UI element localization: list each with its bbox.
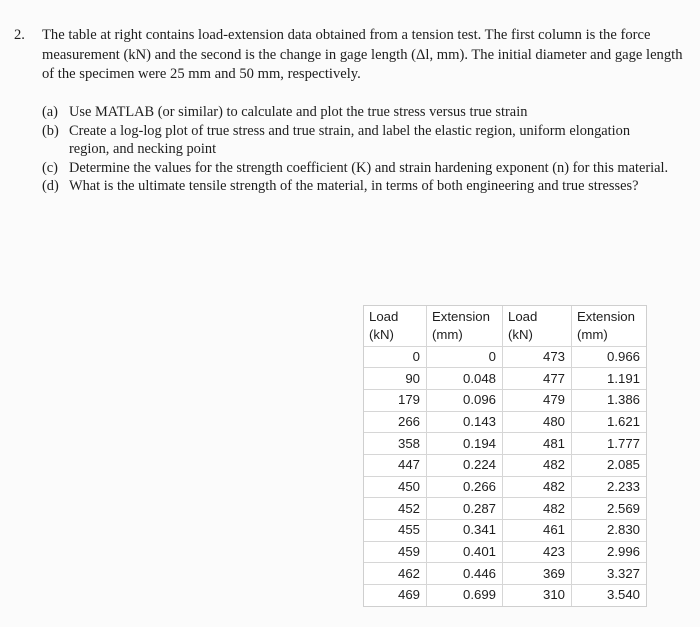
part-b (42, 122, 672, 159)
table-row (364, 498, 646, 520)
table-cell: 179 (364, 389, 427, 411)
table-row (364, 476, 646, 498)
table-cell: 0.401 (427, 541, 503, 563)
header-load-2: Load (kN) (503, 306, 572, 346)
problem-parts (42, 103, 672, 196)
table-cell: 455 (364, 520, 427, 542)
header-load-1: Load (kN) (364, 306, 427, 346)
table-cell: 2.085 (572, 454, 647, 476)
table-cell: 0.341 (427, 520, 503, 542)
table-cell: 0.224 (427, 454, 503, 476)
table-cell: 0.143 (427, 411, 503, 433)
part-label: (d) (42, 178, 59, 194)
table-cell: 310 (503, 585, 572, 606)
table-row (364, 520, 646, 542)
table-cell: 462 (364, 563, 427, 585)
table-header-row (364, 306, 646, 346)
part-label: (c) (42, 159, 58, 176)
problem-number: 2. (14, 27, 25, 43)
table-cell: 0 (427, 346, 503, 368)
part-text: Use MATLAB (or similar) to calculate and plot the true stress versus true strain (69, 104, 528, 120)
table-cell: 0.699 (427, 585, 503, 606)
table-cell: 482 (503, 498, 572, 520)
table-row (364, 541, 646, 563)
load-extension-table (364, 306, 646, 606)
table-cell: 481 (503, 433, 572, 455)
table-cell: 452 (364, 498, 427, 520)
table-cell: 266 (364, 411, 427, 433)
table-cell: 479 (503, 389, 572, 411)
table-cell: 0.048 (427, 368, 503, 390)
table-cell: 0.446 (427, 563, 503, 585)
table-cell: 358 (364, 433, 427, 455)
part-label: (a) (42, 104, 58, 120)
table-row (364, 368, 646, 390)
table-cell: 2.233 (572, 476, 647, 498)
table-cell: 90 (364, 368, 427, 390)
table-cell: 2.830 (572, 520, 647, 542)
part-text: Create a log-log plot of true stress and true strain, and label the elastic region, uniform elongation region, and necking point (69, 122, 631, 157)
table-cell: 1.777 (572, 433, 647, 455)
table-row (364, 585, 646, 606)
table-cell: 459 (364, 541, 427, 563)
part-text: Determine the values for the strength coefficient (K) and strain hardening exponent (n) for this material. (69, 159, 669, 176)
part-c (42, 159, 672, 178)
header-extension-1: Extension (mm) (427, 306, 503, 346)
table-cell: 0.266 (427, 476, 503, 498)
part-text: What is the ultimate tensile strength of the material, in terms of both engineering and true stresses? (69, 178, 639, 194)
table-cell: 1.386 (572, 389, 647, 411)
table-cell: 480 (503, 411, 572, 433)
table-row (364, 389, 646, 411)
part-a (42, 103, 672, 122)
table-cell: 1.191 (572, 368, 647, 390)
table-cell: 369 (503, 563, 572, 585)
table-cell: 447 (364, 454, 427, 476)
part-d (42, 177, 672, 196)
table-cell: 461 (503, 520, 572, 542)
table-cell: 482 (503, 476, 572, 498)
table-cell: 2.569 (572, 498, 647, 520)
table-row (364, 411, 646, 433)
table-cell: 477 (503, 368, 572, 390)
table-body (364, 346, 646, 606)
table-cell: 0 (364, 346, 427, 368)
table-cell: 469 (364, 585, 427, 606)
problem-intro: The table at right contains load-extension data obtained from a tension test. The first column is the force measurement (kN) and the second is the change in gage length (Δl, mm). The initial diameter and gage length of the specimen were 25 mm and 50 mm, respectively. (42, 27, 683, 82)
table-cell: 0.096 (427, 389, 503, 411)
table-cell: 1.621 (572, 411, 647, 433)
table-cell: 0.966 (606, 348, 640, 364)
table-cell: 482 (503, 454, 572, 476)
table-cell: 473 (503, 346, 572, 368)
table-row (364, 433, 646, 455)
part-label: (b) (42, 122, 59, 139)
table-cell: 3.327 (572, 563, 647, 585)
header-extension-2: Extension (mm) (577, 309, 635, 342)
problem-statement (14, 26, 684, 85)
table-cell: 0.194 (427, 433, 503, 455)
table-cell: 2.996 (572, 541, 647, 563)
table-row (364, 346, 646, 368)
table-row (364, 563, 646, 585)
table-cell: 3.540 (572, 585, 647, 606)
table-cell: 0.287 (427, 498, 503, 520)
table-row (364, 454, 646, 476)
table-cell: 423 (503, 541, 572, 563)
table-cell: 450 (364, 476, 427, 498)
